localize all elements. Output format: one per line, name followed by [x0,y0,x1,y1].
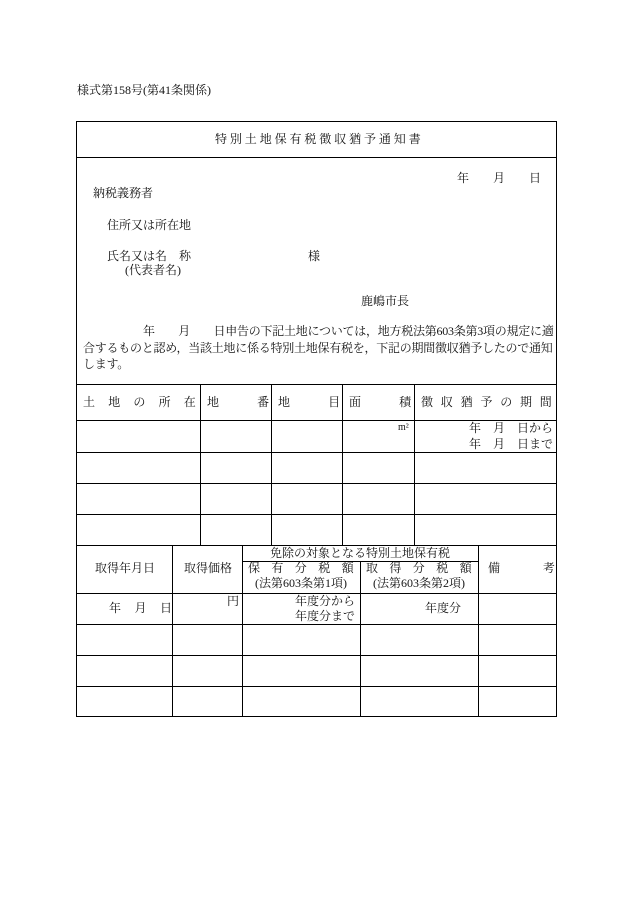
form-number: 様式第158号(第41条関係) [77,83,211,97]
holding-period-to: 年度分まで [295,609,356,623]
land-row [76,515,557,545]
name-label: 氏名又は名 称 [107,249,192,263]
exempt-tax-group-header: 免除の対象となる特別土地保有税 [270,546,451,560]
area-unit: m² [398,422,409,433]
price-unit: 円 [227,594,240,608]
tax-col-acquisition-tax: 取 得 分 税 額 [366,561,472,575]
tax-col-acquisition-price: 取得価格 [184,561,233,575]
period-to: 年 月 日まで [469,437,554,451]
land-row [76,421,557,452]
address-label: 住所又は所在地 [107,218,192,232]
land-col-deferral-period: 徴収猶予の期間 [421,395,560,409]
tax-header-row [76,545,562,593]
issue-date: 年 月 日 [457,171,542,185]
form-frame [76,121,562,717]
land-col-location: 土 地 の 所 在 [83,395,197,409]
taxpayer-label: 納税義務者 [93,186,154,200]
land-col-area: 面 積 [349,395,416,409]
notice-text-line: 合するものと認め，当該土地に係る特別土地保有税を，下記の期間徴収猶予したので通知 [83,341,553,355]
land-row [76,484,557,514]
tax-col-acquisition-date: 取得年月日 [95,561,156,575]
land-row [76,453,557,483]
acquisition-tax-year: 年度分 [425,601,462,615]
tax-table [76,545,562,717]
tax-col-holding-tax-ref: (法第603条第1項) [255,576,347,590]
acquisition-date-value: 年 月 日 [109,601,173,615]
tax-row [76,656,557,686]
land-col-land-category: 地 目 [278,395,345,409]
document-title: 特別土地保有税徴収猶予通知書 [215,132,424,146]
land-table [76,384,560,546]
notice-header-section [76,158,557,384]
land-col-lot-number: 地 番 [207,395,274,409]
tax-col-holding-tax: 保 有 分 税 額 [248,561,354,575]
title-row [76,121,557,158]
holding-period-from: 年度分から [295,594,356,608]
tax-col-acquisition-tax-ref: (法第603条第2項) [373,576,465,590]
representative-label: (代表者名) [125,263,181,277]
tax-row [76,625,557,655]
period-from: 年 月 日から [469,421,554,435]
tax-row [76,594,557,624]
land-header-row [76,385,560,420]
tax-row [76,687,557,716]
honorific: 様 [308,249,321,263]
notice-text-line: 年 月 日申告の下記土地については，地方税法第603条第3項の規定に適 [143,324,554,338]
notice-text-line: します。 [83,357,130,371]
issuer-name: 鹿嶋市長 [361,294,410,308]
tax-col-remarks: 備 考 [488,561,562,575]
